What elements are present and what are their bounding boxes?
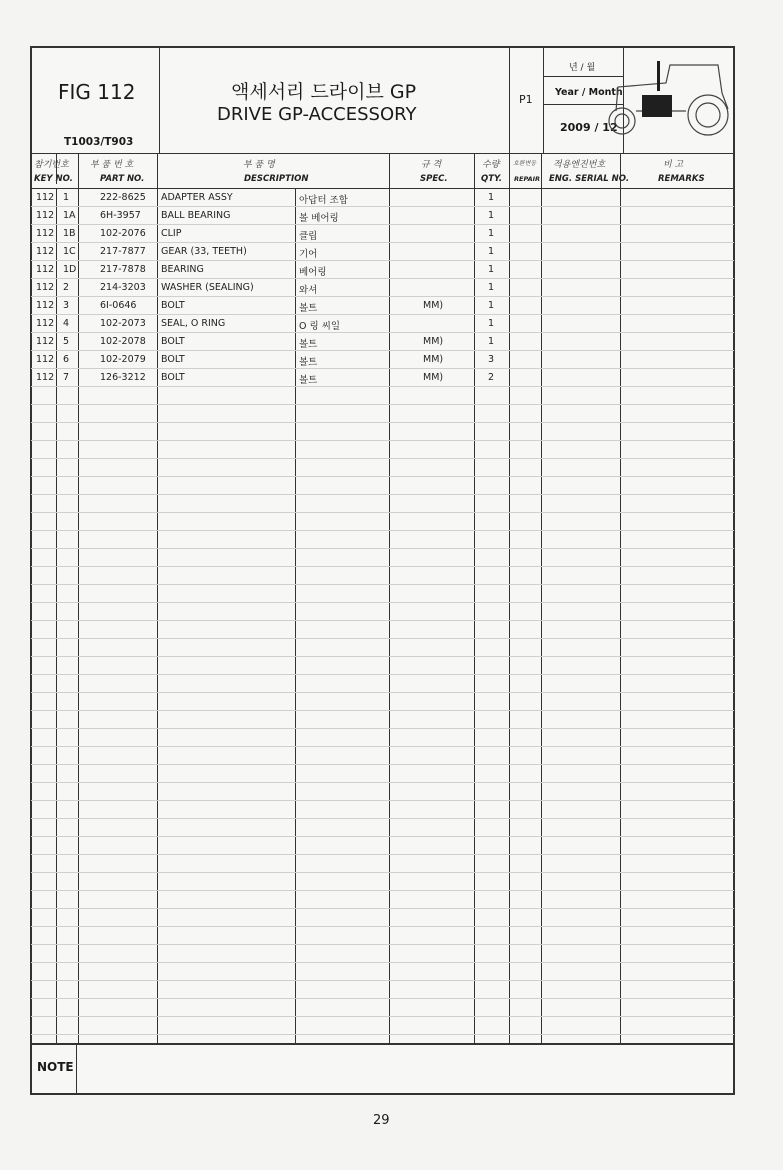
header-vline xyxy=(543,46,544,153)
cell-description-ko: 볼트 xyxy=(299,375,318,386)
cell-description: BALL BEARING xyxy=(161,210,231,221)
col-part-label-ko: 부 품 번 호 xyxy=(90,160,134,170)
cell-description: WASHER (SEALING) xyxy=(161,282,254,293)
header-vline xyxy=(509,46,510,153)
cell-key: 1C xyxy=(63,246,76,257)
cell-part-no: 6I-0646 xyxy=(100,300,137,311)
cell-fig: 112 xyxy=(36,192,55,203)
row-rule xyxy=(31,512,734,513)
col-divider xyxy=(78,153,79,1043)
cell-description: GEAR (33, TEETH) xyxy=(161,246,247,257)
cell-qty: 1 xyxy=(488,192,495,203)
note-divider xyxy=(30,1043,735,1045)
col-remarks-label-ko: 비 고 xyxy=(663,160,684,170)
row-rule xyxy=(31,944,734,945)
row-rule xyxy=(31,620,734,621)
row-rule xyxy=(31,350,734,351)
cell-key: 7 xyxy=(63,372,70,383)
cell-description-ko: 기어 xyxy=(299,249,318,260)
cell-fig: 112 xyxy=(36,228,55,239)
col-repair-label-ko: 호환변동 xyxy=(513,160,537,167)
col-remarks-label: REMARKS xyxy=(658,174,705,184)
col-key-label: KEY NO. xyxy=(34,174,73,184)
date-value: 2009 / 12 xyxy=(560,121,618,134)
row-rule xyxy=(31,854,734,855)
cell-part-no: 102-2079 xyxy=(100,354,146,365)
row-rule xyxy=(31,206,734,207)
cell-qty: 1 xyxy=(488,318,495,329)
cell-key: 4 xyxy=(63,318,70,329)
row-rule xyxy=(31,332,734,333)
cell-qty: 1 xyxy=(488,246,495,257)
cell-description-ko: O 링 씨일 xyxy=(299,321,341,332)
page-code: P1 xyxy=(519,93,533,106)
cell-qty: 1 xyxy=(488,336,495,347)
cell-part-no: 222-8625 xyxy=(100,192,146,203)
row-rule xyxy=(31,656,734,657)
cell-description: BOLT xyxy=(161,336,185,347)
row-rule xyxy=(31,530,734,531)
col-divider xyxy=(509,153,510,1043)
cell-description: BOLT xyxy=(161,372,185,383)
col-desc-label: DESCRIPTION xyxy=(244,174,309,184)
row-rule xyxy=(31,1034,734,1035)
col-key-label-ko: 참기번호 xyxy=(34,160,69,170)
row-rule xyxy=(31,638,734,639)
cell-description-ko: 베어링 xyxy=(299,267,327,278)
row-rule xyxy=(31,746,734,747)
cell-key: 5 xyxy=(63,336,70,347)
row-rule xyxy=(31,818,734,819)
cell-description-ko: 볼트 xyxy=(299,357,318,368)
col-qty-label-ko: 수량 xyxy=(482,160,500,170)
row-rule xyxy=(31,314,734,315)
row-rule xyxy=(31,242,734,243)
col-divider xyxy=(541,153,542,1043)
col-part-label: PART NO. xyxy=(100,174,145,184)
row-rule xyxy=(31,764,734,765)
row-rule xyxy=(31,458,734,459)
cell-qty: 1 xyxy=(488,264,495,275)
cell-spec: MM) xyxy=(423,336,444,347)
cell-key: 1D xyxy=(63,264,77,275)
cell-description-ko: 볼 베어링 xyxy=(299,213,339,224)
cell-fig: 112 xyxy=(36,336,55,347)
cell-description: ADAPTER ASSY xyxy=(161,192,233,203)
cell-fig: 112 xyxy=(36,210,55,221)
col-divider xyxy=(474,153,475,1043)
cell-part-no: 102-2073 xyxy=(100,318,146,329)
cell-description-ko: 볼트 xyxy=(299,339,318,350)
row-rule xyxy=(31,692,734,693)
row-rule xyxy=(31,386,734,387)
row-rule xyxy=(31,296,734,297)
col-qty-label: QTY. xyxy=(481,174,503,184)
cell-description-ko: 볼트 xyxy=(299,303,318,314)
cell-fig: 112 xyxy=(36,372,55,383)
cell-description: BOLT xyxy=(161,354,185,365)
col-repair-label: REPAIR xyxy=(514,175,541,183)
cell-description: BEARING xyxy=(161,264,204,275)
row-rule xyxy=(31,440,734,441)
row-rule xyxy=(31,476,734,477)
row-rule xyxy=(31,836,734,837)
cell-part-no: 217-7877 xyxy=(100,246,146,257)
page-number: 29 xyxy=(373,1113,390,1128)
row-rule xyxy=(31,278,734,279)
row-rule xyxy=(31,890,734,891)
row-rule xyxy=(31,224,734,225)
col-spec-label-ko: 규 격 xyxy=(421,160,442,170)
cell-qty: 3 xyxy=(488,354,495,365)
date-label-english: Year / Month xyxy=(555,87,623,98)
cell-fig: 112 xyxy=(36,246,55,257)
col-divider xyxy=(295,188,296,1043)
cell-spec: MM) xyxy=(423,300,444,311)
cell-description-ko: 아답터 조합 xyxy=(299,195,348,206)
row-rule xyxy=(31,728,734,729)
col-divider xyxy=(389,153,390,1043)
cell-part-no: 217-7878 xyxy=(100,264,146,275)
row-rule xyxy=(31,566,734,567)
cell-qty: 1 xyxy=(488,300,495,311)
row-rule xyxy=(31,602,734,603)
note-label: NOTE xyxy=(37,1060,74,1074)
cell-description-ko: 클립 xyxy=(299,231,318,242)
cell-spec: MM) xyxy=(423,354,444,365)
cell-description: BOLT xyxy=(161,300,185,311)
model-number: T1003/T903 xyxy=(64,136,134,148)
cell-fig: 112 xyxy=(36,318,55,329)
col-divider xyxy=(620,153,621,1043)
col-divider xyxy=(56,153,57,184)
title-english: DRIVE GP-ACCESSORY xyxy=(217,104,417,125)
row-rule xyxy=(31,674,734,675)
cell-spec: MM) xyxy=(423,372,444,383)
cell-part-no: 102-2078 xyxy=(100,336,146,347)
row-rule xyxy=(31,908,734,909)
cell-qty: 1 xyxy=(488,228,495,239)
cell-key: 1 xyxy=(63,192,70,203)
cell-description-ko: 와셔 xyxy=(299,285,318,296)
row-rule xyxy=(31,998,734,999)
row-rule xyxy=(31,368,734,369)
cell-part-no: 126-3212 xyxy=(100,372,146,383)
row-rule xyxy=(31,422,734,423)
col-serial-label: ENG. SERIAL NO. xyxy=(549,174,630,184)
cell-key: 1A xyxy=(63,210,76,221)
col-divider xyxy=(56,188,57,1043)
parts-sheet xyxy=(30,46,735,1095)
cell-key: 6 xyxy=(63,354,70,365)
cell-part-no: 102-2076 xyxy=(100,228,146,239)
row-rule xyxy=(31,926,734,927)
row-rule xyxy=(31,782,734,783)
row-rule xyxy=(31,800,734,801)
cell-part-no: 214-3203 xyxy=(100,282,146,293)
cell-fig: 112 xyxy=(36,300,55,311)
row-rule xyxy=(31,548,734,549)
tractor-icon xyxy=(600,53,732,143)
cell-key: 2 xyxy=(63,282,70,293)
row-rule xyxy=(31,710,734,711)
cell-fig: 112 xyxy=(36,282,55,293)
row-rule xyxy=(31,872,734,873)
column-header-divider xyxy=(30,188,735,189)
cell-fig: 112 xyxy=(36,264,55,275)
cell-description: CLIP xyxy=(161,228,182,239)
row-rule xyxy=(31,494,734,495)
cell-qty: 1 xyxy=(488,210,495,221)
col-divider xyxy=(157,153,158,1043)
row-rule xyxy=(31,260,734,261)
col-serial-label-ko: 적용엔진번호 xyxy=(553,160,606,170)
col-spec-label: SPEC. xyxy=(420,174,448,184)
row-rule xyxy=(31,962,734,963)
figure-number: FIG 112 xyxy=(58,80,136,104)
cell-fig: 112 xyxy=(36,354,55,365)
cell-description: SEAL, O RING xyxy=(161,318,226,329)
cell-key: 3 xyxy=(63,300,70,311)
col-desc-label-ko: 부 품 명 xyxy=(243,160,275,170)
header-vline xyxy=(159,46,160,153)
cell-qty: 2 xyxy=(488,372,495,383)
row-rule xyxy=(31,980,734,981)
cell-key: 1B xyxy=(63,228,76,239)
header-divider xyxy=(30,153,735,154)
row-rule xyxy=(31,404,734,405)
date-label-korean: 년 / 월 xyxy=(569,63,596,73)
row-rule xyxy=(31,584,734,585)
note-vline xyxy=(76,1043,77,1095)
title-korean: 액세서리 드라이브 GP xyxy=(231,81,417,103)
cell-part-no: 6H-3957 xyxy=(100,210,141,221)
cell-qty: 1 xyxy=(488,282,495,293)
row-rule xyxy=(31,1016,734,1017)
